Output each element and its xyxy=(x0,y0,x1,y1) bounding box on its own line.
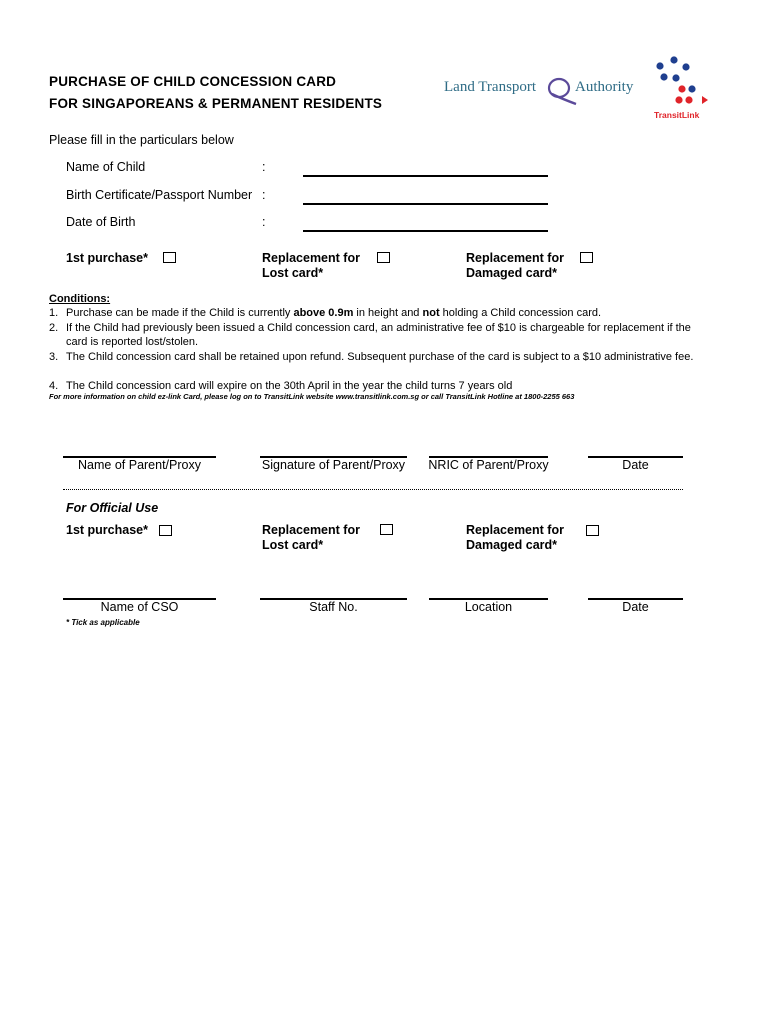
condition-text-part: Purchase can be made if the Child is currently xyxy=(66,307,294,319)
cso-name-label: Name of CSO xyxy=(100,600,179,614)
tick-note: * Tick as applicable xyxy=(66,618,140,627)
info-note: For more information on child ez-link Card, please log on to TransitLink website www.transitlink.com.sg or call TransitLink Hotline at 1800-2255 663 xyxy=(49,392,575,401)
parent-nric-label: NRIC of Parent/Proxy xyxy=(428,458,549,472)
staff-no-label: Staff No. xyxy=(309,600,358,614)
official-replacement-lost-checkbox[interactable] xyxy=(380,524,393,535)
instruction-text: Please fill in the particulars below xyxy=(49,133,234,147)
official-replacement-damaged-label xyxy=(466,523,564,553)
transitlink-dots-icon xyxy=(652,54,712,106)
lta-logo-text-left: Land Transport xyxy=(444,79,537,95)
field-colon: : xyxy=(262,160,266,174)
replacement-damaged-line2: Damaged card* xyxy=(466,266,558,280)
official-use-separator xyxy=(63,489,683,490)
location-label: Location xyxy=(464,600,513,614)
official-first-purchase-checkbox[interactable] xyxy=(159,525,172,536)
birth-certificate-field[interactable] xyxy=(303,203,548,205)
name-of-child-field[interactable] xyxy=(303,175,548,177)
condition-number: 2. xyxy=(49,322,59,334)
conditions-heading: Conditions: xyxy=(49,293,111,305)
field-label-date-of-birth: Date of Birth xyxy=(66,215,136,229)
official-use-heading: For Official Use xyxy=(66,501,159,515)
field-label-birth-certificate: Birth Certificate/Passport Number xyxy=(66,188,253,202)
condition-text: The Child concession card shall be retained upon refund. Subsequent purchase of the card is subject to a $10 administrative fee. xyxy=(66,351,694,363)
replacement-lost-label xyxy=(262,251,360,281)
title-line-2: FOR SINGAPOREANS & PERMANENT RESIDENTS xyxy=(49,96,383,111)
replacement-damaged-checkbox[interactable] xyxy=(580,252,593,263)
condition-text: If the Child had previously been issued a Child concession card, an administrative fee of $10 is chargeable for replacement if the card is reported lost/stolen. xyxy=(66,322,691,348)
condition-text-bold: above 0.9m xyxy=(293,307,354,319)
parent-name-label: Name of Parent/Proxy xyxy=(78,458,201,472)
official-replacement-lost-line2: Lost card* xyxy=(262,538,324,552)
replacement-lost-line1: Replacement for xyxy=(262,251,360,265)
condition-text: The Child concession card will expire on the 30th April in the year the child turns 7 years old xyxy=(66,380,513,392)
condition-item-4 xyxy=(0,379,768,393)
lta-logo xyxy=(444,78,644,106)
condition-item-1 xyxy=(0,306,768,320)
lta-logo-text-right: Authority xyxy=(575,79,634,95)
transitlink-label: TransitLink xyxy=(654,110,700,120)
official-date-label: Date xyxy=(622,600,649,614)
condition-text-part: holding a Child concession card. xyxy=(439,307,602,319)
official-replacement-damaged-line1: Replacement for xyxy=(466,523,564,537)
condition-text-part: in height and xyxy=(353,307,423,319)
condition-item-2 xyxy=(0,321,768,349)
parent-date-label: Date xyxy=(622,458,649,472)
date-of-birth-field[interactable] xyxy=(303,230,548,232)
official-first-purchase-label: 1st purchase* xyxy=(66,523,148,537)
condition-number: 4. xyxy=(49,380,59,392)
parent-signature-label: Signature of Parent/Proxy xyxy=(261,458,406,472)
condition-number: 1. xyxy=(49,307,59,319)
title-line-1: PURCHASE OF CHILD CONCESSION CARD xyxy=(49,74,337,89)
official-replacement-lost-label xyxy=(262,523,360,553)
first-purchase-checkbox[interactable] xyxy=(163,252,176,263)
field-colon: : xyxy=(262,215,266,229)
transitlink-logo xyxy=(652,54,712,120)
condition-number: 3. xyxy=(49,351,59,363)
replacement-damaged-line1: Replacement for xyxy=(466,251,564,265)
replacement-lost-checkbox[interactable] xyxy=(377,252,390,263)
condition-text xyxy=(66,306,696,320)
field-colon: : xyxy=(262,188,266,202)
field-label-name-of-child: Name of Child xyxy=(66,160,146,174)
replacement-damaged-label xyxy=(466,251,564,281)
first-purchase-label: 1st purchase* xyxy=(66,251,148,265)
replacement-lost-line2: Lost card* xyxy=(262,266,324,280)
condition-item-3 xyxy=(0,350,768,378)
official-replacement-damaged-line2: Damaged card* xyxy=(466,538,558,552)
lta-emblem-icon xyxy=(542,76,578,106)
condition-text-bold: not xyxy=(422,307,440,319)
official-replacement-damaged-checkbox[interactable] xyxy=(586,525,599,536)
official-replacement-lost-line1: Replacement for xyxy=(262,523,360,537)
